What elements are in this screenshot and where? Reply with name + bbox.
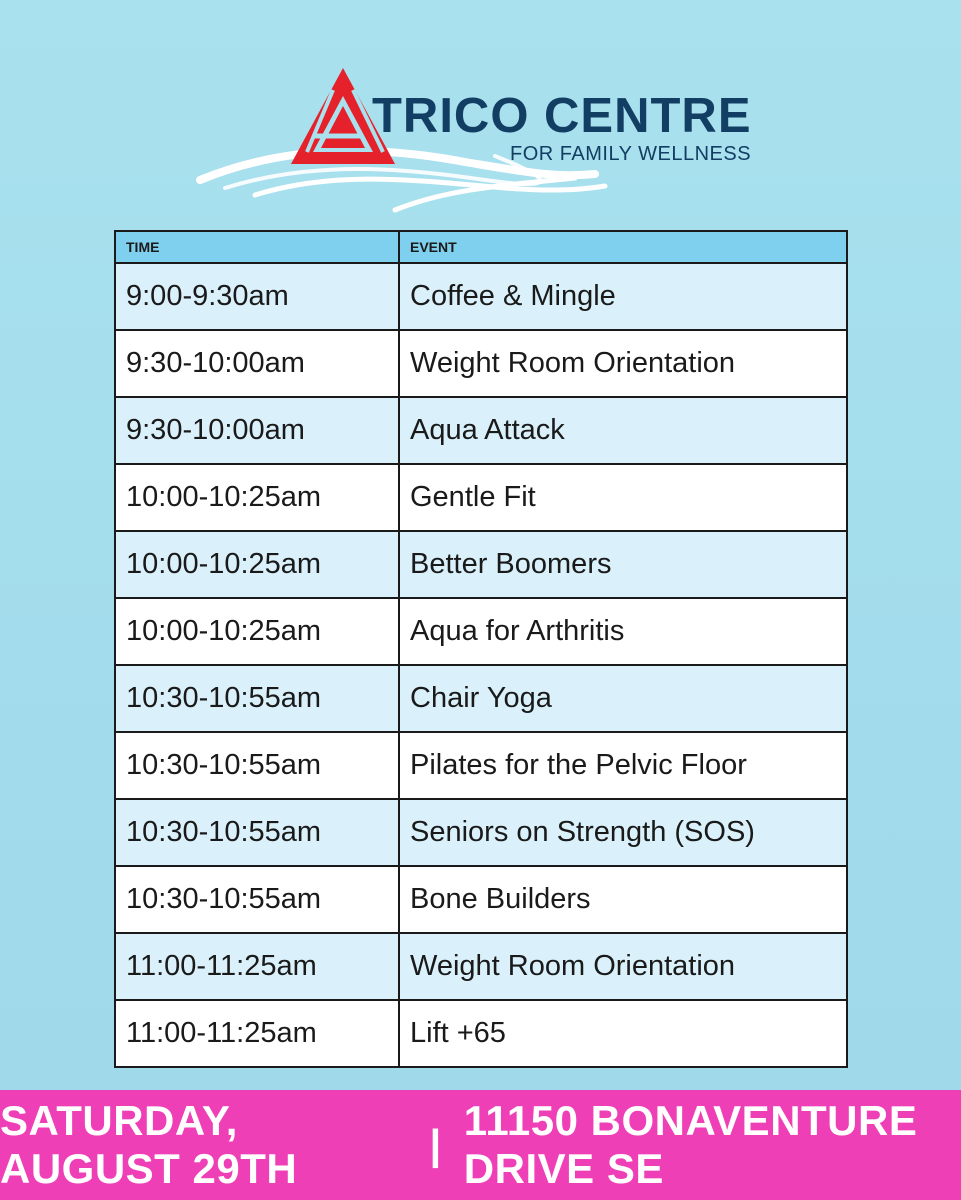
time-cell: 10:00-10:25am — [115, 598, 399, 665]
time-cell: 10:30-10:55am — [115, 866, 399, 933]
time-cell: 11:00-11:25am — [115, 1000, 399, 1067]
brand-subtitle: FOR FAMILY WELLNESS — [510, 143, 752, 165]
event-cell: Bone Builders — [399, 866, 847, 933]
event-cell: Pilates for the Pelvic Floor — [399, 732, 847, 799]
event-cell: Aqua for Arthritis — [399, 598, 847, 665]
event-cell: Seniors on Strength (SOS) — [399, 799, 847, 866]
time-cell: 10:00-10:25am — [115, 531, 399, 598]
brand-title: TRICO CENTRE — [372, 89, 752, 143]
time-cell: 9:30-10:00am — [115, 397, 399, 464]
table-row — [115, 397, 847, 464]
event-cell: Lift +65 — [399, 1000, 847, 1067]
column-header-event: EVENT — [399, 231, 847, 263]
event-cell: Gentle Fit — [399, 464, 847, 531]
table-row — [115, 531, 847, 598]
column-header-time: TIME — [115, 231, 399, 263]
time-cell: 9:30-10:00am — [115, 330, 399, 397]
event-cell: Coffee & Mingle — [399, 263, 847, 330]
event-cell: Better Boomers — [399, 531, 847, 598]
time-cell: 10:00-10:25am — [115, 464, 399, 531]
time-cell: 10:30-10:55am — [115, 665, 399, 732]
table-row — [115, 1000, 847, 1067]
event-cell: Weight Room Orientation — [399, 330, 847, 397]
table-row — [115, 866, 847, 933]
banner-separator: | — [429, 1121, 442, 1168]
table-row — [115, 464, 847, 531]
table-row — [115, 263, 847, 330]
table-row — [115, 732, 847, 799]
event-banner — [0, 1090, 961, 1200]
event-date: SATURDAY, AUGUST 29TH — [0, 1097, 298, 1192]
table-header-row — [115, 231, 847, 263]
time-cell: 10:30-10:55am — [115, 732, 399, 799]
table-row — [115, 665, 847, 732]
table-row — [115, 799, 847, 866]
table-row — [115, 598, 847, 665]
time-cell: 9:00-9:30am — [115, 263, 399, 330]
schedule-table — [114, 230, 848, 1068]
event-cell: Chair Yoga — [399, 665, 847, 732]
time-cell: 10:30-10:55am — [115, 799, 399, 866]
table-row — [115, 933, 847, 1000]
event-cell: Aqua Attack — [399, 397, 847, 464]
table-row — [115, 330, 847, 397]
event-cell: Weight Room Orientation — [399, 933, 847, 1000]
time-cell: 11:00-11:25am — [115, 933, 399, 1000]
event-address: 11150 BONAVENTURE DRIVE SE — [463, 1097, 918, 1192]
